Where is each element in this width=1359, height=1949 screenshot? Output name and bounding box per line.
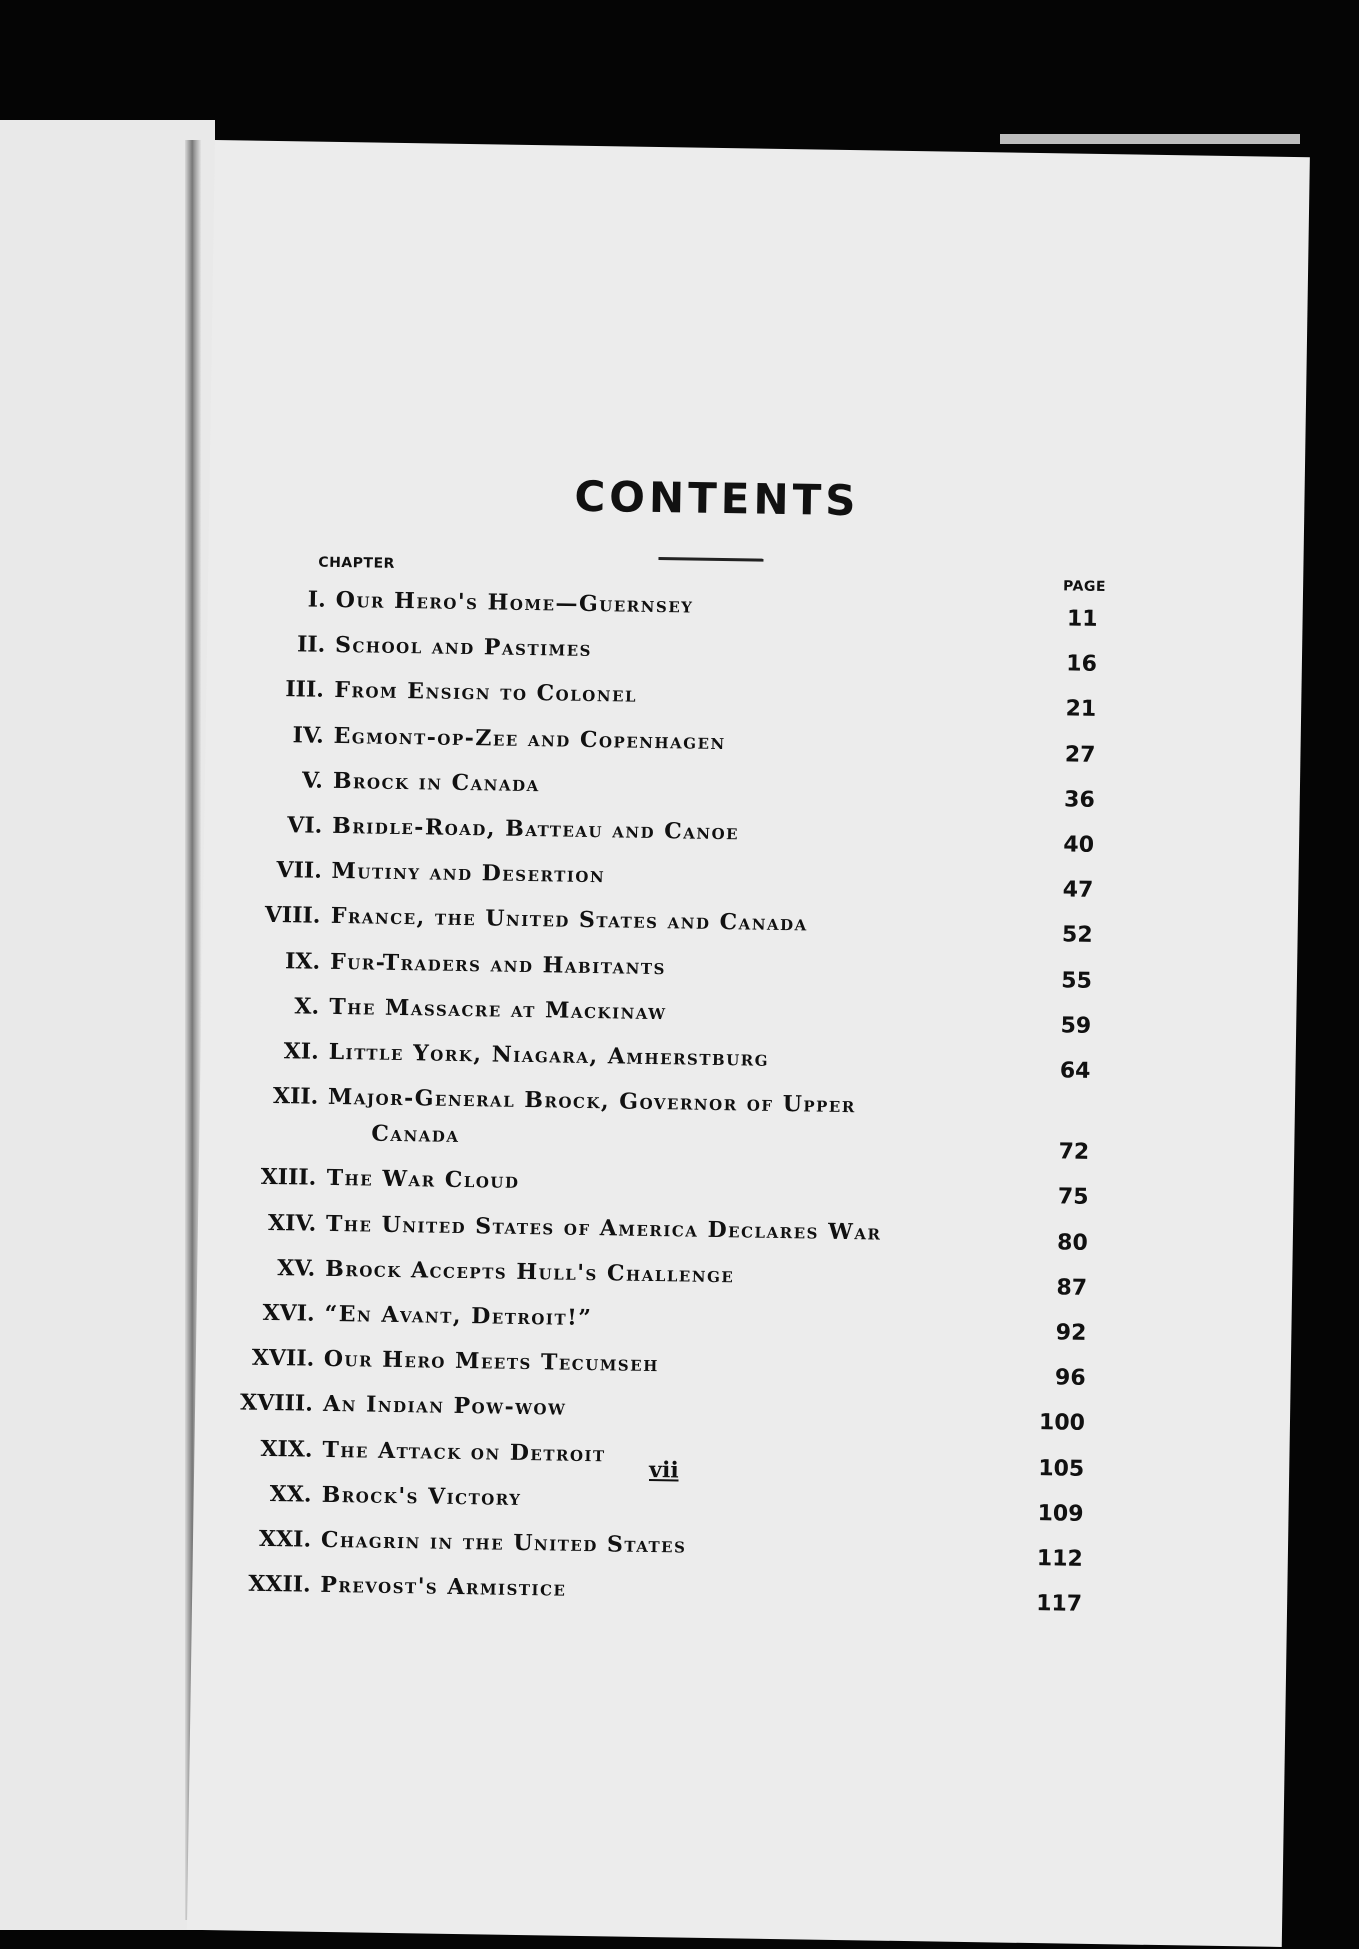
page-ref: 64 [1059,1058,1091,1084]
chapter-title: Fur-Traders and Habitants [329,948,667,980]
chapter-title: “En Avant, Detroit!” [324,1300,593,1332]
chapter-number: IV. [292,721,325,749]
page-title: CONTENTS [574,471,860,526]
chapter-title: France, the United States and Canada [330,903,808,937]
page-edge [1000,134,1300,144]
chapter-number: VII. [276,857,323,884]
toc-entry [196,1299,1196,1347]
toc-entry [207,630,1207,678]
chapter-number: IX. [284,947,321,975]
toc-entry [200,1037,1200,1085]
chapter-number: X. [294,993,320,1020]
toc-entry [200,1082,1200,1166]
chapter-number: V. [301,767,324,794]
page-ref: 109 [1037,1500,1084,1527]
chapter-title: From Ensign to Colonel [334,677,638,709]
toc-entry [196,1344,1196,1392]
toc-entry [202,946,1202,994]
page-ref: 36 [1063,787,1095,813]
toc-entry [205,721,1205,769]
contents-page [187,140,1310,1947]
chapter-column-label: CHAPTER [318,554,395,572]
chapter-number: I. [307,586,326,613]
toc-entry [204,811,1204,859]
toc-entry [193,1525,1193,1573]
toc-entry [206,675,1206,723]
page-ref: 92 [1055,1320,1087,1346]
chapter-number: VIII. [264,902,321,930]
page-ref: 40 [1063,832,1095,858]
chapter-title: The Attack on Detroit [322,1436,606,1467]
chapter-number: XVI. [262,1299,315,1327]
page-ref: 96 [1054,1365,1086,1392]
chapter-number: II. [296,631,326,658]
toc-entry [203,901,1203,949]
left-page-edge [0,120,215,1930]
page-ref: 87 [1056,1275,1088,1301]
toc-entry [198,1208,1198,1256]
chapter-title: The War Cloud [326,1165,520,1195]
chapter-number: XXI. [258,1525,312,1553]
chapter-title: Brock in Canada [332,767,540,797]
toc-entry [208,585,1208,633]
chapter-number: XVIII. [239,1389,314,1418]
page-ref: 105 [1038,1455,1085,1482]
toc-entry [193,1480,1193,1528]
toc-entry [197,1254,1197,1302]
page-column-label: PAGE [1062,578,1107,596]
page-ref: 75 [1057,1184,1089,1211]
page-ref: 21 [1065,696,1097,723]
chapter-title: Little York, Niagara, Amherstburg [328,1038,770,1072]
chapter-number: XIX. [260,1435,313,1463]
chapter-number: XIII. [260,1164,317,1192]
toc-entry [195,1389,1195,1437]
chapter-title: Major-General Brock, Governor of Upper [327,1084,857,1119]
chapter-number: VI. [287,812,323,839]
toc-entry [198,1163,1198,1211]
chapter-title: Chagrin in the United States [320,1526,687,1559]
toc-entry [194,1434,1194,1482]
page-ref: 117 [1035,1591,1083,1617]
toc-entry [205,766,1205,814]
chapter-number: XII. [272,1083,319,1110]
page-ref: 27 [1064,742,1096,768]
chapter-title: School and Pastimes [334,632,593,663]
title-rule [658,557,763,562]
chapter-number: XXII. [248,1570,311,1598]
chapter-title: The Massacre at Mackinaw [329,993,667,1025]
page-ref: 112 [1036,1546,1084,1572]
chapter-title: Bridle-Road, Batteau and Canoe [332,812,740,846]
page-ref: 55 [1061,967,1093,994]
chapter-number: XV. [277,1254,316,1282]
chapter-number: III. [285,676,325,704]
toc-entry [192,1570,1192,1618]
chapter-title-continued: Canada [371,1120,460,1149]
chapter-title: An Indian Pow-wow [322,1391,567,1422]
chapter-title: Prevost's Armistice [320,1572,567,1602]
chapter-number: XI. [283,1038,319,1065]
toc-entry [201,992,1201,1040]
page-ref: 80 [1056,1229,1088,1256]
page-ref: 52 [1061,922,1093,949]
page-ref: 72 [1058,1139,1090,1166]
page-ref: 59 [1060,1013,1092,1039]
chapter-title: Our Hero Meets Tecumseh [323,1346,660,1378]
chapter-title: Brock Accepts Hull's Challenge [325,1255,735,1289]
chapter-title: Mutiny and Desertion [331,858,606,889]
page-ref: 47 [1062,877,1094,904]
chapter-title: Egmont-op-Zee and Copenhagen [333,722,726,755]
chapter-number: XX. [269,1480,312,1508]
chapter-title: Brock's Victory [321,1481,522,1511]
chapter-title: Our Hero's Home—Guernsey [335,586,694,619]
chapter-number: XVII. [251,1344,315,1372]
toc-entry [203,856,1203,904]
chapter-title: The United States of America Declares War [325,1210,882,1246]
page-ref: 100 [1038,1410,1086,1437]
page-number: vii [648,1456,679,1484]
chapter-number: XIV. [267,1209,317,1237]
page-ref: 11 [1066,606,1098,632]
page-ref: 16 [1066,651,1098,678]
